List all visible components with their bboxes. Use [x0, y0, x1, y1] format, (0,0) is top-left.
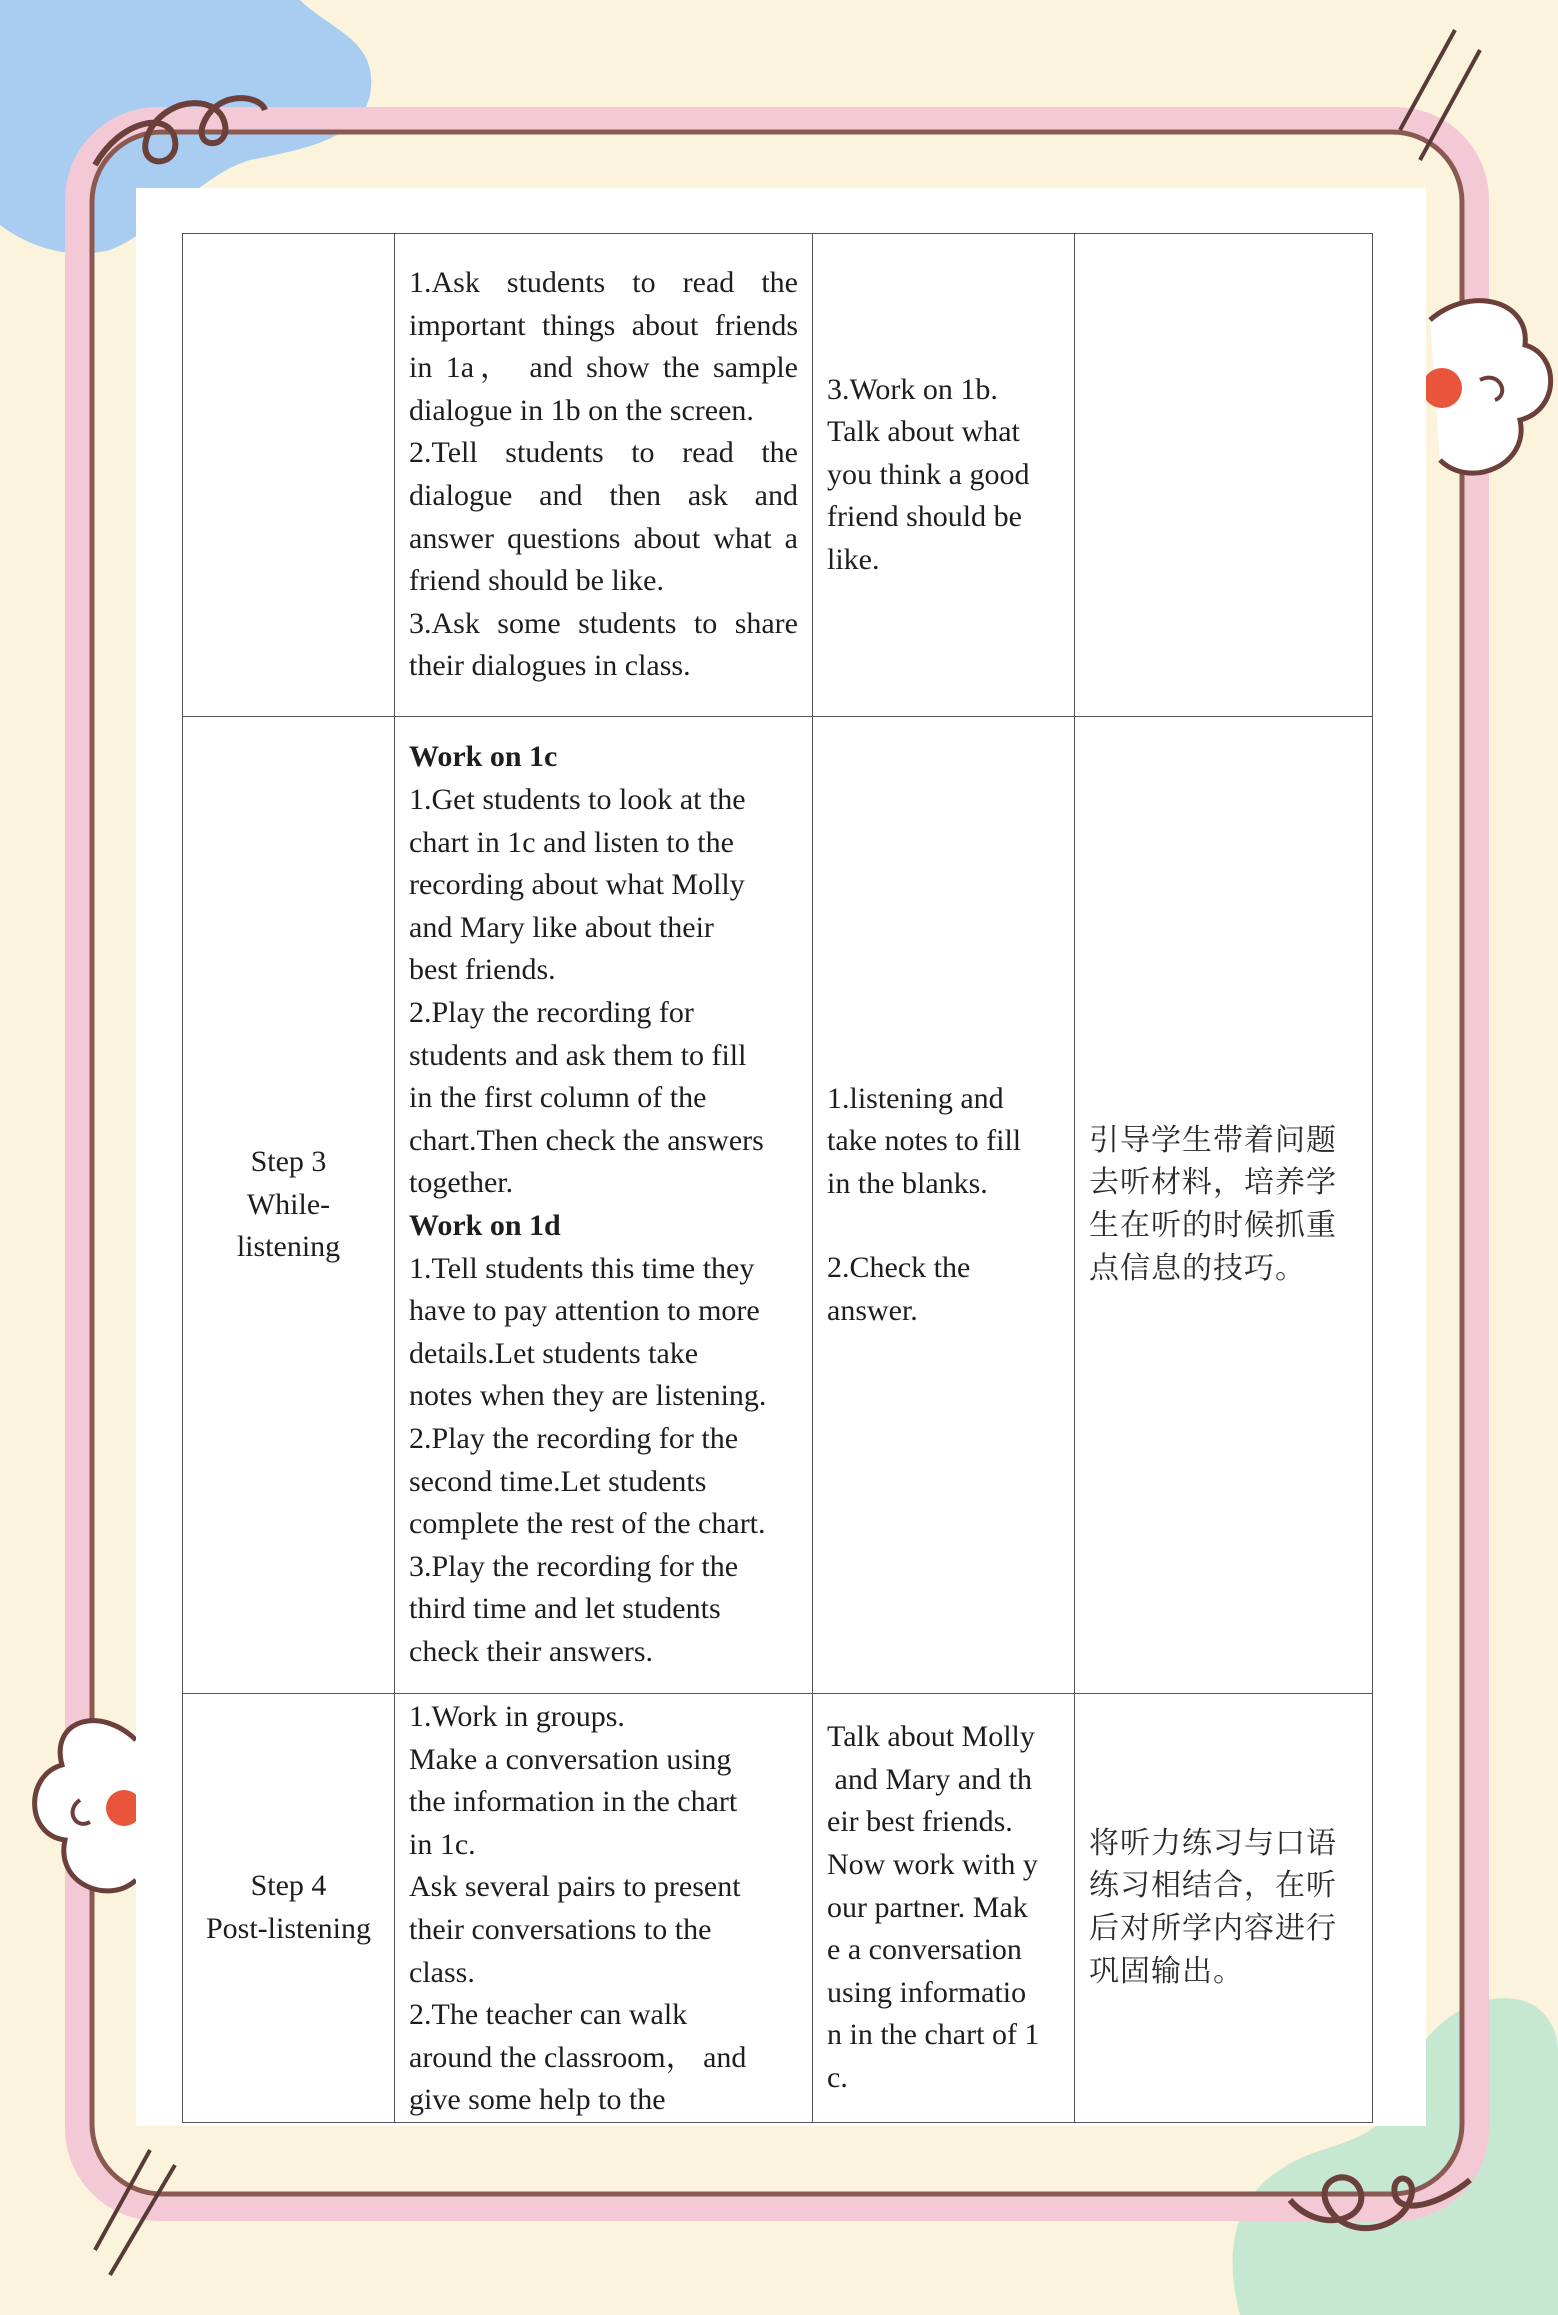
- student-activity-line: e a conversation: [827, 1933, 1022, 1967]
- student-activity-line: 1.listening and: [827, 1081, 1004, 1115]
- teacher-activity-line: chart.Then check the answers: [409, 1123, 764, 1157]
- step-cell: [183, 717, 395, 1694]
- teacher-activity-line: notes when they are listening.: [409, 1379, 767, 1413]
- teacher-activity-line: the information in the chart: [409, 1785, 738, 1819]
- purpose-line: 练习相结合，在听: [1089, 1868, 1337, 1904]
- teacher-activity-line: 3.Play the recording for the: [409, 1549, 739, 1583]
- teacher-activity-line: complete the rest of the chart.: [409, 1507, 766, 1541]
- student-activity-line: take notes to fill: [827, 1124, 1022, 1158]
- flower-right-icon: [1422, 301, 1551, 473]
- teacher-activity-line: 2.Play the recording for the: [409, 1421, 739, 1455]
- teacher-activity-line: 1.Get students to look at the: [409, 783, 746, 817]
- student-activity-line: 3.Work on 1b.: [827, 372, 998, 406]
- step-cell: [183, 1694, 395, 2123]
- teacher-activity-line: class.: [409, 1955, 475, 1989]
- table-row: [183, 1694, 1373, 2123]
- purpose-line: 点信息的技巧。: [1089, 1250, 1306, 1286]
- purpose-line: 引导学生带着问题: [1089, 1122, 1337, 1158]
- student-activity-line: using informatio: [827, 1975, 1027, 2009]
- teacher-activity-item: 3.Ask some students to share their dialogues in class.: [409, 606, 798, 683]
- table-row: [183, 234, 1373, 717]
- teacher-activity-line: 1.Work in groups.: [409, 1700, 625, 1733]
- student-activity-line: friend should be: [827, 500, 1022, 534]
- student-activity-line: like.: [827, 542, 880, 576]
- student-activity-line: in the blanks.: [827, 1166, 988, 1200]
- step-label: listening: [236, 1230, 341, 1264]
- teacher-activity-item: 1.Ask students to read the important things about friends in 1a， and show the sample dialogue in 1b on the screen.: [409, 266, 798, 427]
- student-activity-line: eir best friends.: [827, 1805, 1013, 1839]
- teacher-activity-line: check their answers.: [409, 1634, 654, 1668]
- student-activity-line: answer.: [827, 1293, 918, 1327]
- student-activity-line: Now work with y: [827, 1848, 1038, 1882]
- teacher-activity-line: give some help to the: [409, 2083, 666, 2117]
- step-label: Post-listening: [205, 1911, 371, 1945]
- teacher-activities-cell: [395, 717, 813, 1694]
- teacher-activity-item: 2.Tell students to read the dialogue and then ask and answer questions about what a friend should be like.: [409, 436, 798, 598]
- spacer: [827, 1205, 1060, 1247]
- student-activity-line: Talk about Molly: [827, 1720, 1035, 1754]
- section-heading-1d: Work on 1d: [409, 1209, 561, 1242]
- purpose-line: 将听力练习与口语: [1089, 1825, 1337, 1861]
- purpose-line: 后对所学内容进行: [1089, 1910, 1337, 1946]
- student-activity-line: 2.Check the: [827, 1251, 971, 1285]
- flower-left-icon: [35, 1721, 142, 1891]
- teacher-activity-line: Make a conversation using: [409, 1742, 732, 1776]
- student-activities-cell: [813, 717, 1075, 1694]
- purpose-cell: [1075, 234, 1373, 717]
- teacher-activity-line: 2.Play the recording for: [409, 996, 694, 1030]
- purpose-cell: [1075, 717, 1373, 1694]
- teacher-activity-line: have to pay attention to more: [409, 1294, 760, 1328]
- teacher-activity-line: in 1c.: [409, 1827, 476, 1861]
- table-row: [183, 717, 1373, 1694]
- purpose-line: 生在听的时候抓重: [1089, 1208, 1337, 1243]
- teacher-activities-cell: [395, 234, 813, 717]
- student-activity-line: our partner. Mak: [827, 1890, 1028, 1924]
- step-label: Step 3: [250, 1145, 327, 1179]
- step-cell: [183, 234, 395, 717]
- teacher-activity-line: their conversations to the: [409, 1912, 712, 1946]
- teacher-activity-line: together.: [409, 1166, 514, 1200]
- step-label: Step 4: [250, 1869, 327, 1903]
- teacher-activity-line: third time and let students: [409, 1592, 721, 1626]
- student-activities-cell: [813, 234, 1075, 717]
- purpose-cell: [1075, 1694, 1373, 2123]
- teacher-activity-line: in the first column of the: [409, 1081, 707, 1115]
- student-activity-line: Talk about what: [827, 415, 1020, 449]
- teacher-activity-line: recording about what Molly: [409, 868, 745, 902]
- student-activities-cell: [813, 1694, 1075, 2123]
- teacher-activity-line: best friends.: [409, 953, 556, 987]
- purpose-line: 去听材料，培养学: [1089, 1165, 1337, 1201]
- teacher-activity-line: and Mary like about their: [409, 910, 714, 944]
- step-label: While-: [246, 1187, 331, 1221]
- student-activity-line: you think a good: [827, 457, 1030, 491]
- section-heading-1c: Work on 1c: [409, 740, 558, 774]
- lesson-plan-table: [182, 233, 1373, 2123]
- teacher-activity-line: chart in 1c and listen to the: [409, 825, 734, 859]
- purpose-line: 巩固输出。: [1089, 1953, 1244, 1989]
- teacher-activities-cell: [395, 1694, 813, 2123]
- teacher-activity-line: 1.Tell students this time they: [409, 1251, 755, 1285]
- teacher-activity-line: students and ask them to fill: [409, 1038, 747, 1072]
- student-activity-line: and Mary and th: [827, 1762, 1032, 1796]
- teacher-activity-line: 2.The teacher can walk: [409, 1998, 688, 2032]
- teacher-activity-line: second time.Let students: [409, 1464, 707, 1498]
- student-activity-line: c.: [827, 2061, 848, 2095]
- teacher-activity-line: details.Let students take: [409, 1336, 699, 1370]
- teacher-activity-line: around the classroom， and: [409, 2040, 747, 2074]
- student-activity-line: n in the chart of 1: [827, 2018, 1040, 2052]
- teacher-activity-line: Ask several pairs to present: [409, 1870, 741, 1904]
